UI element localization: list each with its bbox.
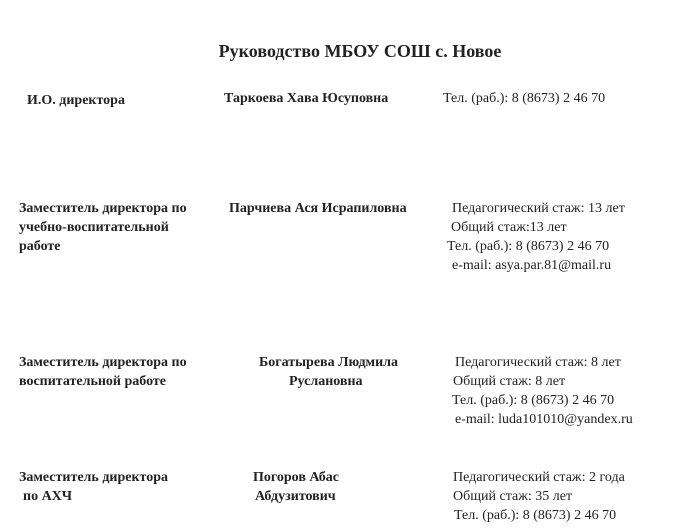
position-line: И.О. директора [27, 93, 125, 108]
name-line: Абдузитович [255, 489, 336, 504]
phone-line: Тел. (раб.): 8 (8673) 2 46 70 [447, 239, 610, 254]
staff-2-position [19, 353, 187, 391]
email-line: e-mail: asya.par.81@mail.ru [452, 258, 612, 273]
position-line: Заместитель директора по [19, 355, 187, 370]
staff-3-details [453, 468, 625, 525]
staff-1-position [19, 199, 187, 256]
total-experience-line: Общий стаж: 8 лет [453, 374, 566, 389]
staff-1-details [447, 199, 625, 275]
staff-3-name [253, 468, 339, 506]
ped-experience-line: Педагогический стаж: 8 лет [455, 355, 621, 370]
total-experience-line: Общий стаж: 35 лет [453, 489, 573, 504]
position-line: Заместитель директора по [19, 201, 187, 216]
name-line: Таркоева Хава Юсуповна [224, 91, 389, 106]
staff-2-name [259, 353, 398, 391]
staff-3-position [19, 468, 168, 506]
phone-line: Тел. (раб.): 8 (8673) 2 46 70 [452, 393, 615, 408]
staff-1-name [229, 199, 407, 218]
staff-0-name [224, 89, 388, 108]
name-line: Парчиева Ася Исрапиловна [229, 201, 407, 216]
position-line: Заместитель директора [19, 470, 169, 485]
staff-0-details [443, 89, 605, 108]
staff-2-details [452, 353, 633, 429]
name-line: Погоров Абас [253, 470, 340, 485]
total-experience-line: Общий стаж:13 лет [451, 220, 567, 235]
position-line: воспитательной работе [19, 374, 166, 389]
email-line: e-mail: luda101010@yandex.ru [455, 412, 633, 427]
name-line: Богатырева Людмила [259, 355, 398, 370]
position-line: учебно-воспитательной [19, 220, 169, 235]
staff-0-position [27, 91, 125, 110]
ped-experience-line: Педагогический стаж: 2 года [453, 470, 625, 485]
position-line: работе [19, 239, 61, 254]
phone-line: Тел. (раб.): 8 (8673) 2 46 70 [443, 91, 606, 106]
phone-line: Тел. (раб.): 8 (8673) 2 46 70 [454, 508, 617, 523]
page-title: Руководство МБОУ СОШ с. Новое [218, 41, 502, 61]
position-line: по АХЧ [23, 489, 73, 504]
ped-experience-line: Педагогический стаж: 13 лет [452, 201, 625, 216]
name-line: Руслановна [289, 374, 363, 389]
